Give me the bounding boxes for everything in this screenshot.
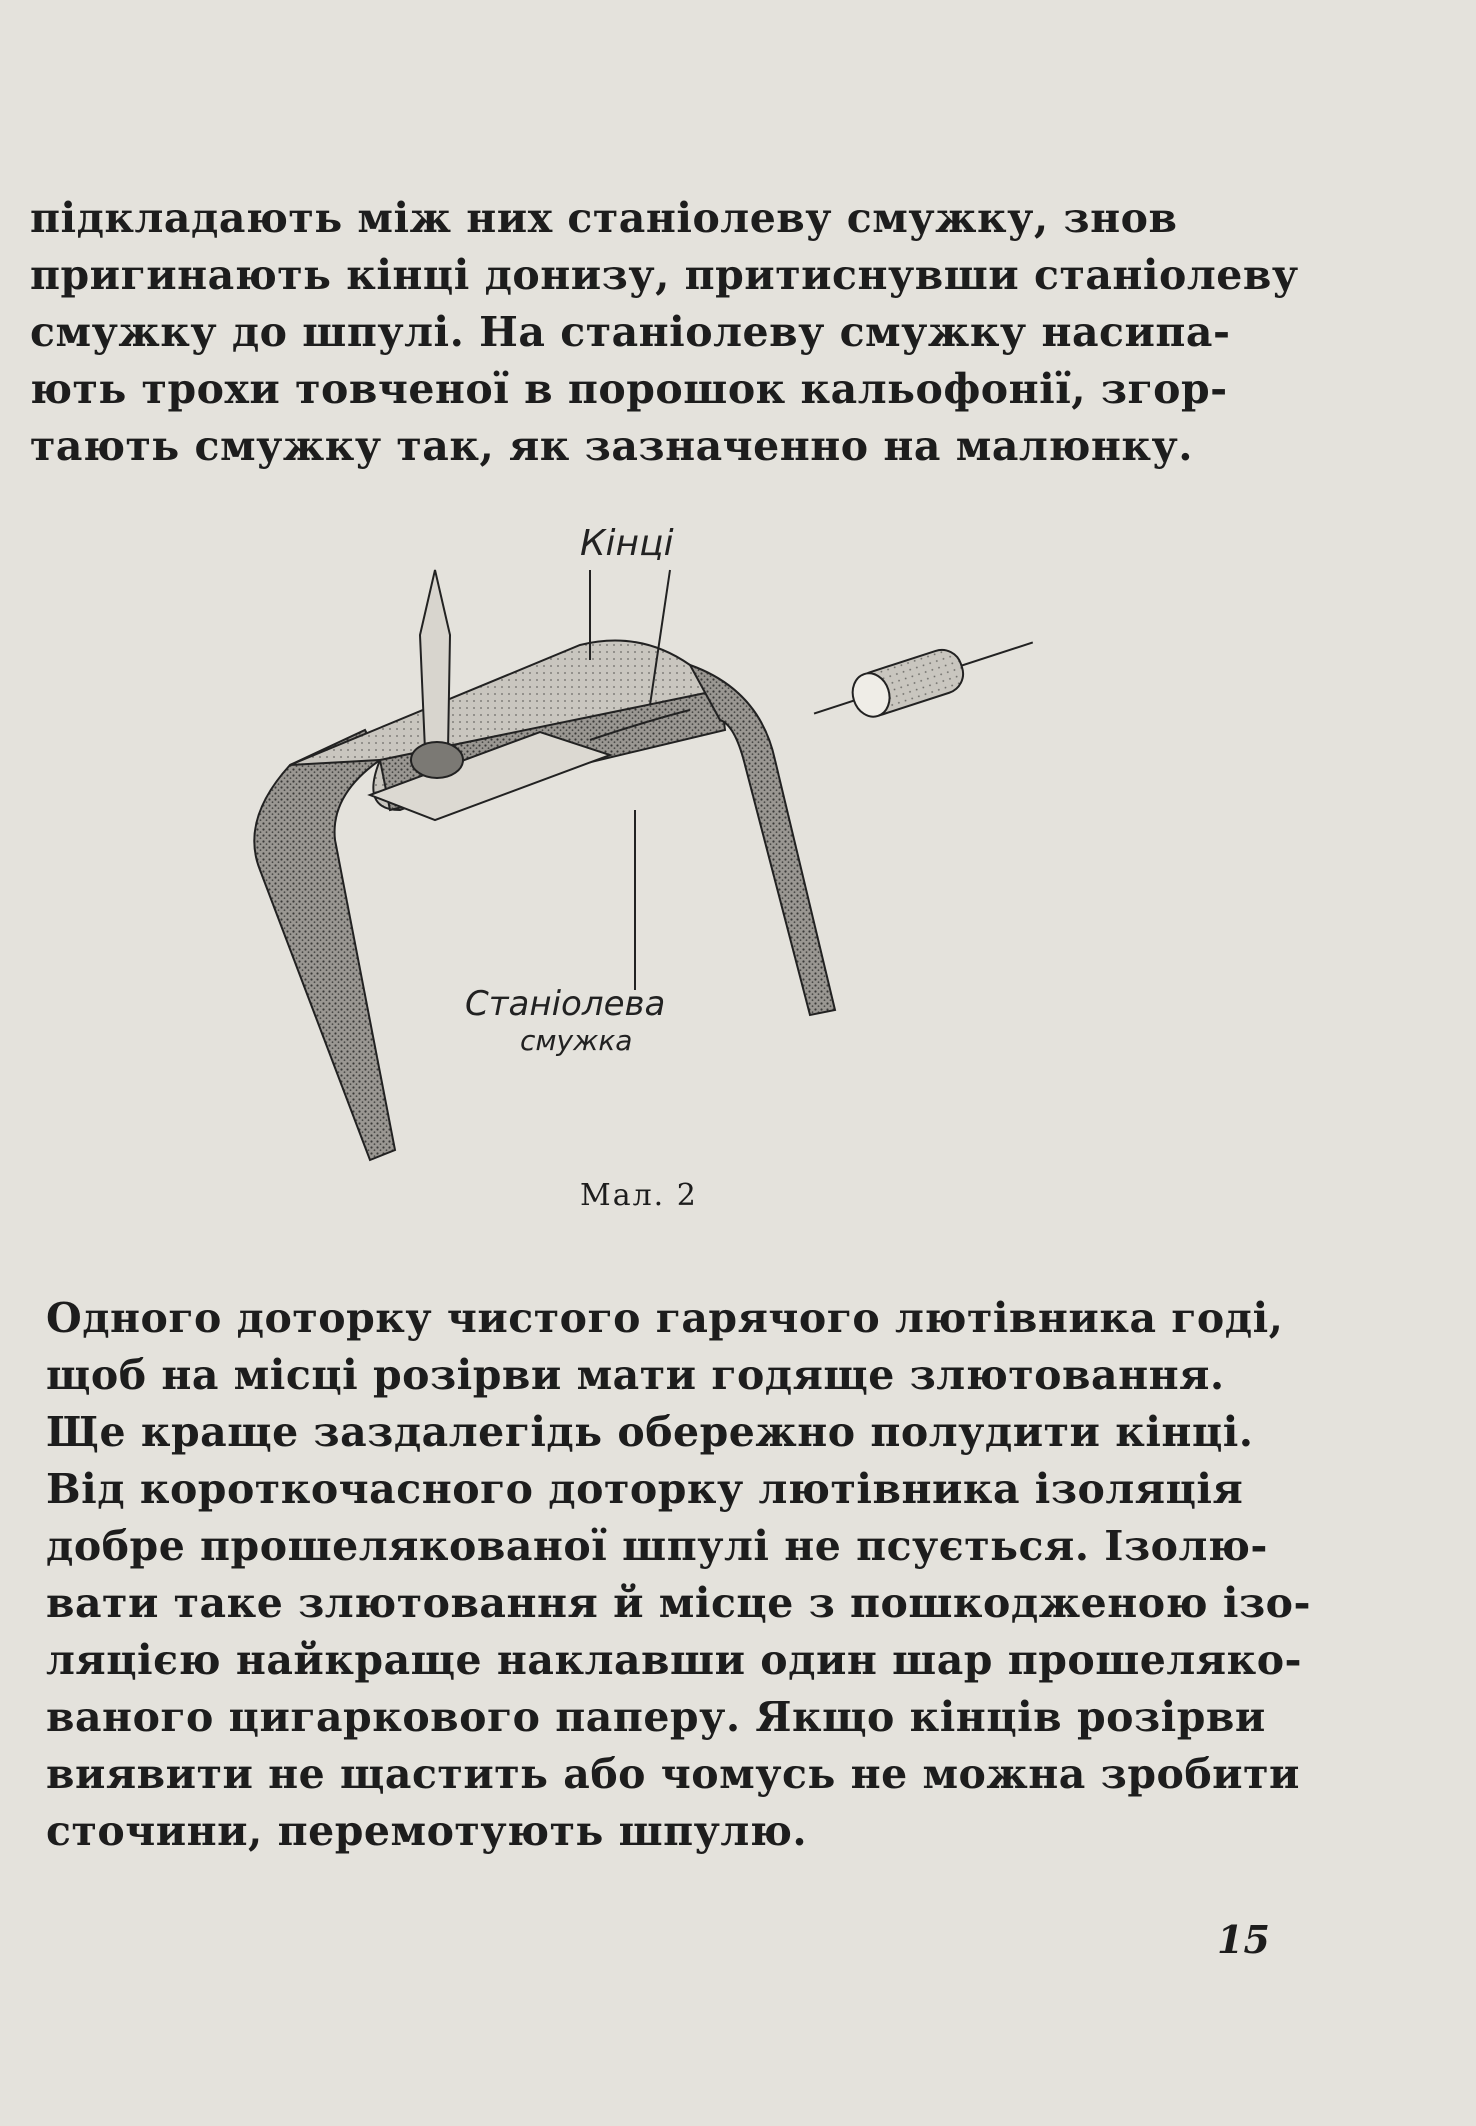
text-line: щоб на місці розірви мати годяще злютовання. bbox=[46, 1351, 1225, 1399]
text-line: Ще краще заздалегідь обережно полудити кінці. bbox=[46, 1408, 1254, 1456]
figure-caption: Мал. 2 bbox=[580, 1178, 698, 1213]
terminal-nut bbox=[411, 742, 463, 778]
terminal-pin bbox=[420, 570, 450, 750]
text-line: ють трохи товченої в порошок кальофонії, згор- bbox=[30, 365, 1228, 413]
text-line: Від короткочасного доторку лютівника ізоляція bbox=[46, 1465, 1244, 1513]
text-line: підкладають між них станіолеву смужку, знов bbox=[30, 194, 1178, 242]
text-line: ваного цигаркового паперу. Якщо кінців розірви bbox=[46, 1693, 1266, 1741]
label-strip-2: смужка bbox=[520, 1024, 633, 1057]
text-line: смужку до шпулі. На станіолеву смужку насипа- bbox=[30, 308, 1231, 356]
text-line: Одного доторку чистого гарячого лютівника годі, bbox=[46, 1294, 1284, 1342]
rolled-strip bbox=[807, 622, 1039, 735]
text-line: добре прошелякованої шпулі не псується. Ізолю- bbox=[46, 1522, 1268, 1570]
bottom-paragraph bbox=[46, 1290, 1311, 1860]
label-strip-1: Станіолева bbox=[465, 984, 666, 1024]
figure-illustration bbox=[220, 510, 1100, 1190]
text-line: пригинають кінці донизу, притиснувши станіолеву bbox=[30, 251, 1299, 299]
top-paragraph bbox=[30, 190, 1299, 475]
page-number: 15 bbox=[1217, 1917, 1270, 1962]
text-line: вати таке злютовання й місце з пошкодженою ізо- bbox=[46, 1579, 1311, 1627]
text-line: ляцією найкраще наклавши один шар прошеляко- bbox=[46, 1636, 1303, 1684]
text-line: сточини, перемотують шпулю. bbox=[46, 1807, 808, 1855]
text-line: тають смужку так, як зазначенно на малюнку. bbox=[30, 422, 1193, 470]
label-ends: Кінці bbox=[580, 523, 674, 564]
text-line: виявити не щастить або чомусь не можна зробити bbox=[46, 1750, 1300, 1798]
